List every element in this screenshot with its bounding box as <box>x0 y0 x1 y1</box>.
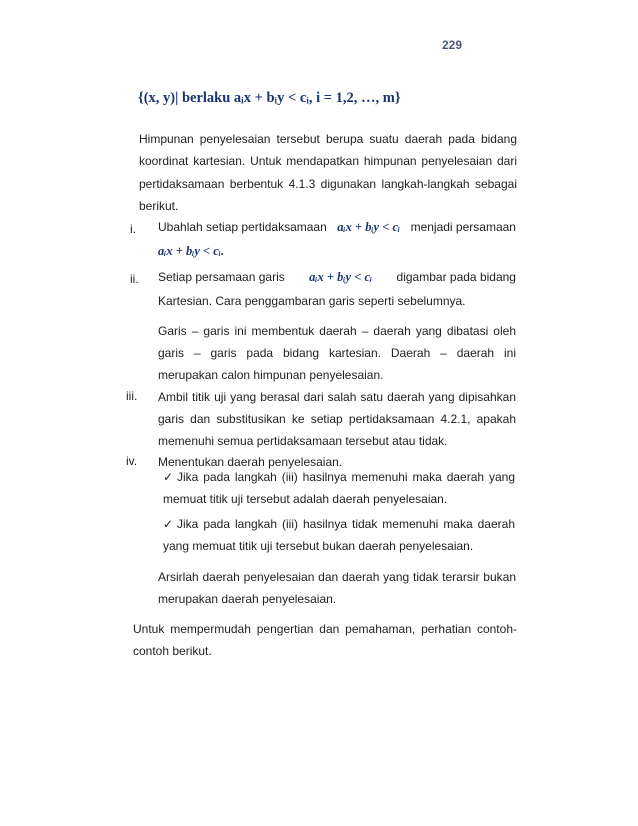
step-2-text <box>158 266 516 312</box>
step-marker-1: i. <box>130 222 136 236</box>
step-2-text-after: digambar pada bidang <box>396 270 516 284</box>
step-4-text: Menentukan daerah penyelesaian. <box>158 455 343 469</box>
step-3-text: Ambil titik uji yang berasal dari salah satu daerah yang dipisahkan garis dan substitusikan ke setiap pertidaksamaan 4.2.1, apakah memenuhi semua pertidaksamaan tersebut atau tidak. <box>158 390 516 448</box>
outro-paragraph: Untuk mempermudah pengertian dan pemahaman, perhatian contoh-contoh berikut. <box>133 622 517 659</box>
step-2-text-before: Setiap persamaan garis <box>158 270 285 284</box>
page-number: 229 <box>442 38 463 52</box>
step-2-math-inline: aᵢx + bᵢy < cᵢ <box>309 270 373 284</box>
step-1-text <box>158 216 516 262</box>
check-icon: ✓ <box>163 517 174 531</box>
step-2-note: Garis – garis ini membentuk daerah – daerah yang dibatasi oleh garis – garis pada bidang kartesian. Daerah – daerah ini merupakan calon himpunan penyelesaian. <box>158 324 516 382</box>
intro-paragraph: Himpunan penyelesaian tersebut berupa suatu daerah pada bidang koordinat kartesian. Untuk mendapatkan himpunan penyelesaian dari pertidaksamaan berbentuk 4.1.3 digunakan langkah-langkah sebagai berikut. <box>139 132 517 214</box>
check-icon: ✓ <box>163 470 174 484</box>
set-notation-formula: {(x, y)| berlaku aᵢx + bᵢy < cᵢ, i = 1,2, …, m} <box>138 90 401 106</box>
check-item-1-text: Jika pada langkah (iii) hasilnya memenuhi maka daerah yang memuat titik uji tersebut adalah daerah penyelesaian. <box>163 470 515 506</box>
step-marker-3: iii. <box>126 389 138 403</box>
step-2-line2: Kartesian. Cara penggambaran garis seperti sebelumnya. <box>158 294 466 308</box>
step-marker-4: iv. <box>126 454 138 468</box>
check-item-1 <box>163 466 515 510</box>
check-item-2-text: Jika pada langkah (iii) hasilnya tidak memenuhi maka daerah yang memuat titik uji tersebut bukan daerah penyelesaian. <box>163 517 515 553</box>
step-marker-2: ii. <box>130 272 139 286</box>
step-1-text-before: Ubahlah setiap pertidaksamaan <box>158 220 327 234</box>
step-1-math-inline: aᵢx + bᵢy < cᵢ <box>337 220 401 234</box>
step-4-closing: Arsirlah daerah penyelesaian dan daerah yang tidak terarsir bukan merupakan daerah penyelesaian. <box>158 570 516 606</box>
step-1-math-line2: aᵢx + bᵢy < cᵢ. <box>158 244 225 258</box>
check-item-2 <box>163 513 515 557</box>
step-1-text-after: menjadi persamaan <box>410 220 516 234</box>
